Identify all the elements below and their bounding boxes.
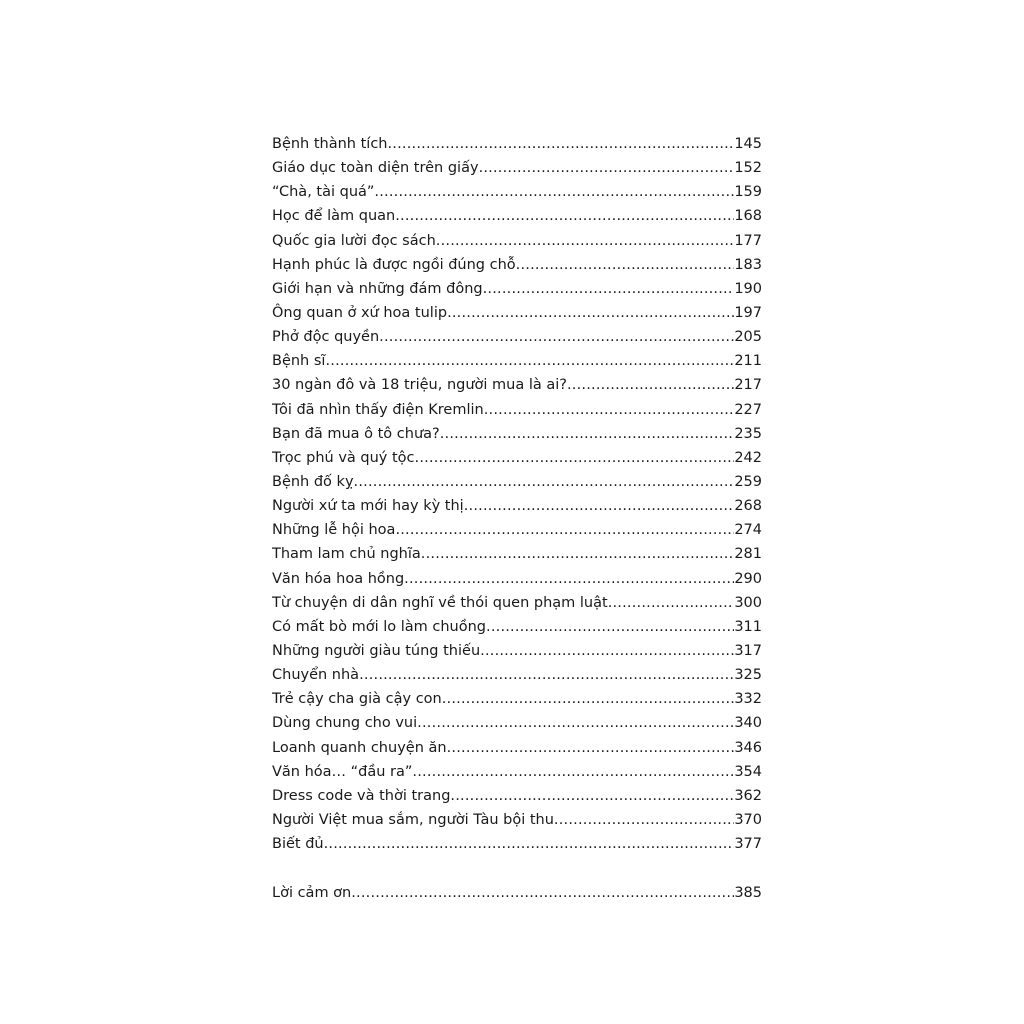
dot-leader — [395, 518, 734, 542]
dot-leader — [608, 591, 735, 615]
toc-entry — [272, 494, 762, 518]
toc-entry-title: Tham lam chủ nghĩa — [272, 546, 421, 563]
table-of-contents-appendix — [272, 881, 762, 905]
toc-page-number: 227 — [734, 401, 762, 418]
toc-entry — [272, 373, 762, 397]
toc-page-number: 235 — [734, 425, 762, 442]
toc-page-number: 159 — [734, 184, 762, 201]
toc-page-number: 217 — [734, 377, 762, 394]
table-of-contents — [272, 132, 762, 856]
toc-entry-title: Giáo dục toàn diện trên giấy — [272, 160, 479, 177]
dot-leader — [567, 373, 734, 397]
dot-leader — [374, 180, 734, 204]
toc-page-number: 362 — [734, 787, 762, 804]
toc-entry-title: Bệnh thành tích — [272, 136, 388, 152]
toc-page-number: 354 — [734, 763, 762, 780]
toc-entry-acknowledgements — [272, 881, 762, 905]
toc-entry-title: Người Việt mua sắm, người Tàu bội thu — [272, 811, 554, 828]
dot-leader — [421, 542, 735, 566]
toc-entry-title: Quốc gia lười đọc sách — [272, 232, 436, 249]
toc-page-number: 242 — [734, 449, 762, 466]
toc-entry — [272, 736, 762, 760]
toc-entry — [272, 832, 762, 856]
toc-page-number: 205 — [734, 329, 762, 346]
toc-entry-title: Hạnh phúc là được ngồi đúng chỗ — [272, 256, 516, 273]
toc-entry-title: Tôi đã nhìn thấy điện Kremlin — [272, 401, 484, 418]
toc-entry — [272, 446, 762, 470]
toc-entry — [272, 687, 762, 711]
toc-entry-title: Chuyển nhà — [272, 667, 360, 684]
toc-entry — [272, 156, 762, 180]
toc-entry-title: Loanh quanh chuyện ăn — [272, 739, 447, 756]
dot-leader — [325, 349, 734, 373]
dot-leader — [440, 422, 735, 446]
dot-leader — [412, 760, 734, 784]
toc-page-number: 340 — [734, 715, 762, 732]
toc-entry-title: Giới hạn và những đám đông — [272, 280, 483, 297]
toc-entry — [272, 784, 762, 808]
toc-page-number: 317 — [734, 642, 762, 659]
toc-entry-title: “Chà, tài quá” — [272, 184, 375, 201]
toc-page-number: 168 — [734, 208, 762, 225]
dot-leader — [379, 325, 734, 349]
dot-leader — [447, 736, 735, 760]
toc-entry — [272, 325, 762, 349]
toc-entry-title: Bệnh đố kỵ — [272, 473, 354, 490]
toc-entry-title: Bệnh sĩ — [272, 353, 326, 370]
toc-entry-title: Người xứ ta mới hay kỳ thị — [272, 498, 464, 515]
toc-entry — [272, 615, 762, 639]
toc-entry-title: Trẻ cậy cha già cậy con — [272, 691, 442, 708]
toc-entry — [272, 253, 762, 277]
dot-leader — [480, 639, 734, 663]
dot-leader — [450, 784, 734, 808]
dot-leader — [483, 277, 735, 301]
toc-entry — [272, 711, 762, 735]
dot-leader — [516, 253, 735, 277]
dot-leader — [554, 808, 734, 832]
toc-entry — [272, 277, 762, 301]
toc-entry — [272, 229, 762, 253]
toc-page-number: 385 — [734, 885, 762, 901]
toc-page-number: 197 — [734, 304, 762, 321]
toc-page-number: 325 — [734, 667, 762, 684]
toc-entry-title: Những người giàu túng thiếu — [272, 642, 481, 659]
toc-entry-title: Từ chuyện di dân nghĩ về thói quen phạm luật — [272, 594, 608, 611]
toc-entry-title: Có mất bò mới lo làm chuồng — [272, 618, 487, 635]
toc-entry — [272, 398, 762, 422]
toc-page-number: 145 — [734, 136, 762, 152]
dot-leader — [415, 446, 735, 470]
toc-entry — [272, 542, 762, 566]
dot-leader — [436, 229, 735, 253]
toc-entry-title: Dùng chung cho vui — [272, 715, 418, 732]
toc-page-number: 268 — [734, 498, 762, 515]
dot-leader — [464, 494, 735, 518]
dot-leader — [404, 567, 734, 591]
toc-entry — [272, 422, 762, 446]
toc-entry — [272, 204, 762, 228]
toc-entry — [272, 180, 762, 204]
toc-page-number: 346 — [734, 739, 762, 756]
dot-leader — [354, 470, 735, 494]
dot-leader — [486, 615, 734, 639]
toc-entry-title: Những lễ hội hoa — [272, 522, 396, 539]
dot-leader — [359, 663, 734, 687]
toc-entry-title: Dress code và thời trang — [272, 787, 451, 804]
toc-entry — [272, 470, 762, 494]
toc-page-number: 377 — [734, 836, 762, 853]
toc-entry-title: Văn hóa… “đầu ra” — [272, 763, 413, 780]
toc-entry — [272, 760, 762, 784]
toc-entry — [272, 639, 762, 663]
dot-leader — [351, 881, 734, 905]
dot-leader — [417, 711, 734, 735]
toc-entry-title: Học để làm quan — [272, 208, 396, 225]
toc-entry-title: Biết đủ — [272, 836, 324, 853]
toc-entry-title: Ông quan ở xứ hoa tulip — [272, 304, 448, 321]
toc-page-number: 274 — [734, 522, 762, 539]
toc-page-number: 211 — [734, 353, 762, 370]
toc-entry-title: Trọc phú và quý tộc — [272, 449, 415, 466]
toc-page-number: 281 — [734, 546, 762, 563]
toc-entry-title: Văn hóa hoa hồng — [272, 570, 405, 587]
toc-page-number: 190 — [734, 280, 762, 297]
toc-entry — [272, 301, 762, 325]
dot-leader — [387, 132, 734, 156]
dot-leader — [395, 204, 734, 228]
toc-entry-title: Phở độc quyền — [272, 329, 380, 346]
dot-leader — [479, 156, 735, 180]
toc-entry-title: Bạn đã mua ô tô chưa? — [272, 425, 440, 442]
toc-page-number: 183 — [734, 256, 762, 273]
dot-leader — [442, 687, 735, 711]
toc-entry-title: 30 ngàn đô và 18 triệu, người mua là ai? — [272, 377, 567, 394]
toc-page-number: 332 — [734, 691, 762, 708]
toc-page-number: 300 — [734, 594, 762, 611]
toc-page-number: 177 — [734, 232, 762, 249]
toc-page-number: 311 — [734, 618, 762, 635]
toc-entry — [272, 349, 762, 373]
toc-entry-title: Lời cảm ơn — [272, 885, 352, 901]
toc-entry — [272, 518, 762, 542]
toc-entry — [272, 567, 762, 591]
toc-page-number: 290 — [734, 570, 762, 587]
toc-entry — [272, 132, 762, 156]
toc-entry — [272, 663, 762, 687]
toc-entry — [272, 591, 762, 615]
dot-leader — [484, 398, 735, 422]
toc-entry — [272, 808, 762, 832]
toc-page-number: 259 — [734, 473, 762, 490]
dot-leader — [447, 301, 734, 325]
toc-page-number: 370 — [734, 811, 762, 828]
toc-page-number: 152 — [734, 160, 762, 177]
dot-leader — [324, 832, 735, 856]
